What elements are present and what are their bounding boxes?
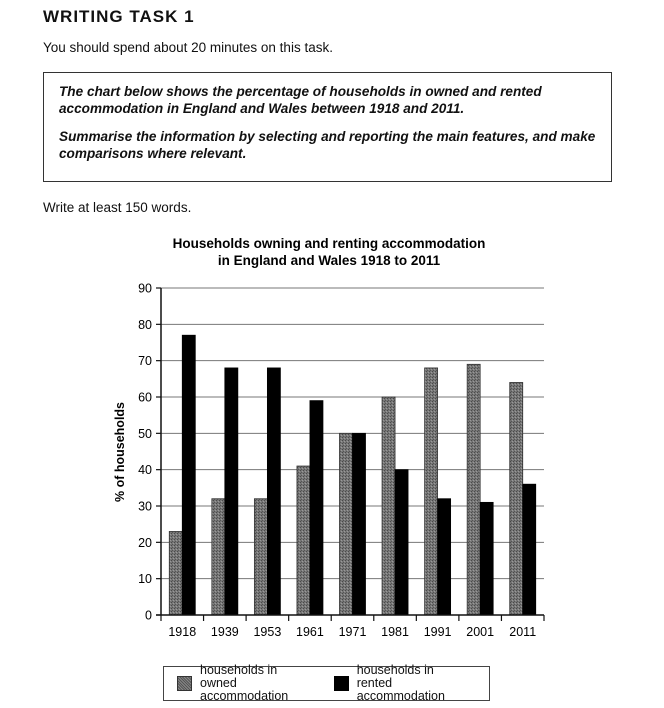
legend-item-rented (334, 664, 472, 703)
y-tick-label: 70 (138, 354, 152, 369)
y-tick-label: 40 (138, 463, 152, 478)
bar-owned (467, 364, 480, 615)
task-summary: Summarise the information by selecting and reporting the main features, and make comparisons where relevant. (59, 129, 596, 161)
bar-owned (254, 499, 267, 615)
x-axis-ticks (161, 615, 544, 639)
y-tick-label: 10 (138, 572, 152, 587)
y-axis-ticks (138, 282, 161, 623)
bar-owned (212, 499, 225, 615)
legend-owned-line1: households in owned (200, 663, 278, 690)
legend-label-rented (357, 664, 472, 703)
bars (169, 335, 535, 615)
bar-rented (182, 335, 195, 615)
y-tick-label: 80 (138, 317, 152, 332)
x-tick-label: 1961 (296, 625, 324, 639)
bar-rented (267, 368, 280, 615)
bar-rented (438, 499, 451, 615)
bar-owned (425, 368, 438, 615)
chart-legend (163, 663, 490, 703)
time-instruction: You should spend about 20 minutes on this task. (43, 40, 333, 55)
bar-owned (510, 382, 523, 615)
page-heading: WRITING TASK 1 (43, 7, 195, 26)
y-tick-label: 0 (145, 608, 152, 623)
bar-owned (382, 397, 395, 615)
y-tick-label: 20 (138, 535, 152, 550)
y-tick-label: 90 (138, 281, 152, 296)
bar-owned (340, 433, 353, 615)
y-tick-label: 30 (138, 499, 152, 514)
legend-rented-line2: accommodation (356, 689, 445, 703)
rented-swatch-icon (334, 676, 349, 691)
legend-rented-line1: households in rented (356, 663, 434, 690)
x-tick-label: 1939 (210, 625, 239, 639)
x-tick-label: 1981 (381, 625, 409, 639)
legend-item-owned (177, 664, 317, 703)
x-tick-label: 1971 (338, 625, 367, 639)
y-tick-label: 60 (138, 390, 152, 405)
x-tick-label: 2001 (466, 625, 495, 639)
chart-subtitle: in England and Wales 1918 to 2011 (217, 253, 441, 268)
bar-rented (353, 433, 366, 615)
bar-rented (310, 401, 323, 615)
task-prompt: The chart below shows the percentage of households in owned and rented accommodation in England and Wales between 1918 and 2011. (59, 84, 542, 116)
bar-rented (395, 470, 408, 615)
bar-rented (225, 368, 238, 615)
owned-swatch-icon (177, 676, 192, 691)
x-tick-label: 2011 (509, 625, 537, 639)
word-count-note: Write at least 150 words. (43, 200, 192, 215)
x-tick-label: 1953 (253, 625, 282, 639)
bar-chart (0, 230, 664, 660)
y-axis-label: % of households (113, 402, 127, 502)
x-tick-label: 1918 (168, 625, 197, 639)
bar-rented (523, 484, 536, 615)
legend-owned-line2: accommodation (200, 689, 289, 703)
bar-owned (297, 466, 310, 615)
x-tick-label: 1991 (423, 625, 452, 639)
bar-owned (169, 531, 182, 615)
bar-rented (480, 502, 493, 615)
chart-title: Households owning and renting accommodation (172, 236, 486, 251)
legend-label-owned (200, 664, 317, 703)
y-tick-label: 50 (138, 426, 152, 441)
task-box (43, 72, 612, 182)
